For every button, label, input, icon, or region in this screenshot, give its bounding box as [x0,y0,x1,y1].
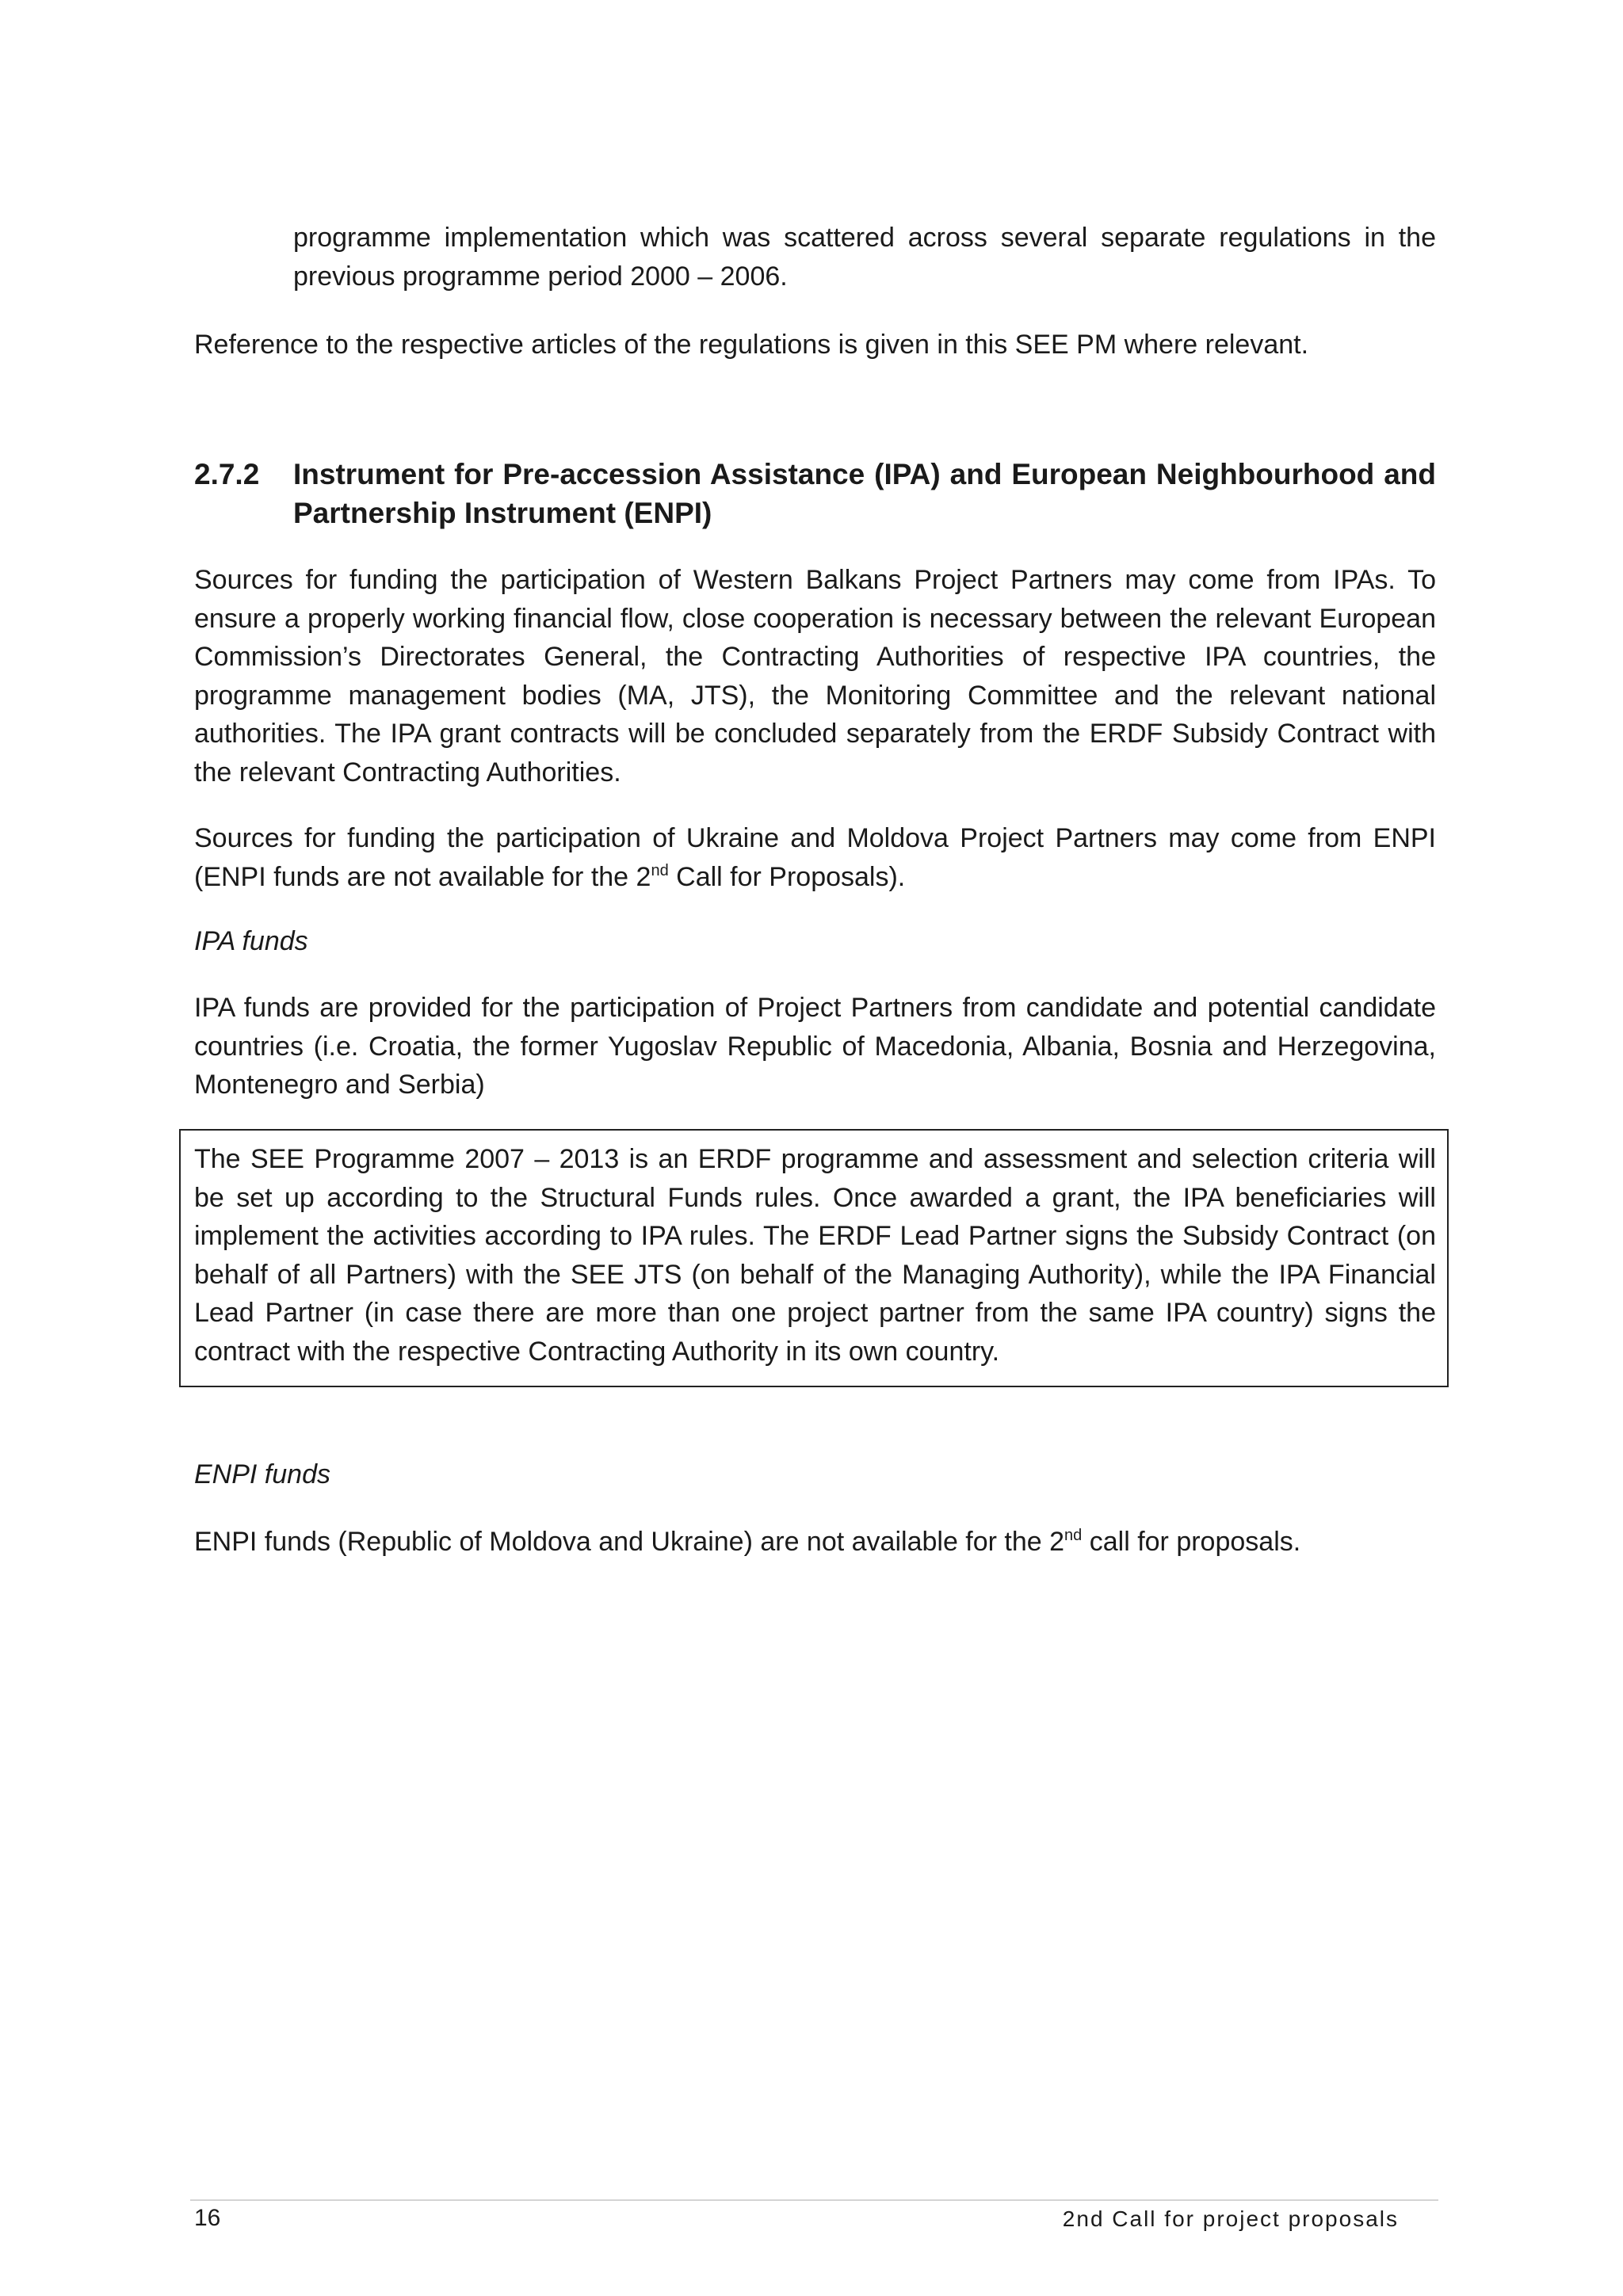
enpi-funds-text-end: call for proposals. [1082,1527,1301,1557]
ipa-funds-paragraph: IPA funds are provided for the participation of Project Partners from candidate and potential candidate countries (i.e. Croatia, the former Yugoslav Republic of Macedonia, Albania, Bosnia and Herzegovina, Montenegro and Serbia) [194,993,1436,1100]
enpi-sources-text-end: Call for Proposals). [668,861,906,892]
section-title: Instrument for Pre-accession Assistance (IPA) and European Neighbourhood and Partnership Instrument (ENPI) [293,458,1436,529]
page-number: 16 [194,2205,221,2231]
enpi-funds-text: ENPI funds (Republic of Moldova and Ukraine) are not available for the 2 [194,1527,1065,1557]
footer-title: 2nd Call for project proposals [1062,2206,1399,2231]
section-number: 2.7.2 [194,458,260,490]
enpi-funds-paragraph [194,1523,1436,1562]
enpi-sources-paragraph [194,819,1436,896]
footer-divider [190,2199,1438,2201]
enpi-funds-heading: ENPI funds [194,1459,330,1489]
ordinal-suffix: nd [1064,1527,1083,1544]
info-box-text: The SEE Programme 2007 – 2013 is an ERDF programme and assessment and selection criteria will be set up according to the Structural Funds rules. Once awarded a grant, the IPA beneficiaries will implement the activities according to IPA rules. The ERDF Lead Partner signs the Subsidy Contract (on behalf of all Partners) with the SEE JTS (on behalf of the Managing Authority), while the IPA Financial Lead Partner (in case there are more than one project partner from the same IPA country) signs the contract with the respective Contracting Authority in its own country. [194,1144,1436,1367]
enpi-sources-text: Sources for funding the participation of Ukraine and Moldova Project Partners may come from ENPI (ENPI funds are not available for the 2 [194,823,1436,892]
ordinal-suffix: nd [651,861,669,879]
ipa-sources-paragraph: Sources for funding the participation of Western Balkans Project Partners may come from IPAs. To ensure a properly working financial flow, close cooperation is necessary between the relevant European Commission’s Directorates General, the Contracting Authorities of respective IPA countries, the programme management bodies (MA, JTS), the Monitoring Committee and the relevant national authorities. The IPA grant contracts will be concluded separately from the ERDF Subsidy Contract with the relevant Contracting Authorities. [194,565,1436,788]
continuation-line-1: programme implementation which was scattered across several separate regulations in the [293,223,1436,253]
info-box [179,1129,1449,1387]
reference-paragraph: Reference to the respective articles of the regulations is given in this SEE PM where relevant. [194,330,1309,360]
section-heading [194,455,1436,532]
ipa-funds-heading: IPA funds [194,926,308,956]
continuation-line-2: previous programme period 2000 – 2006. [293,261,788,292]
